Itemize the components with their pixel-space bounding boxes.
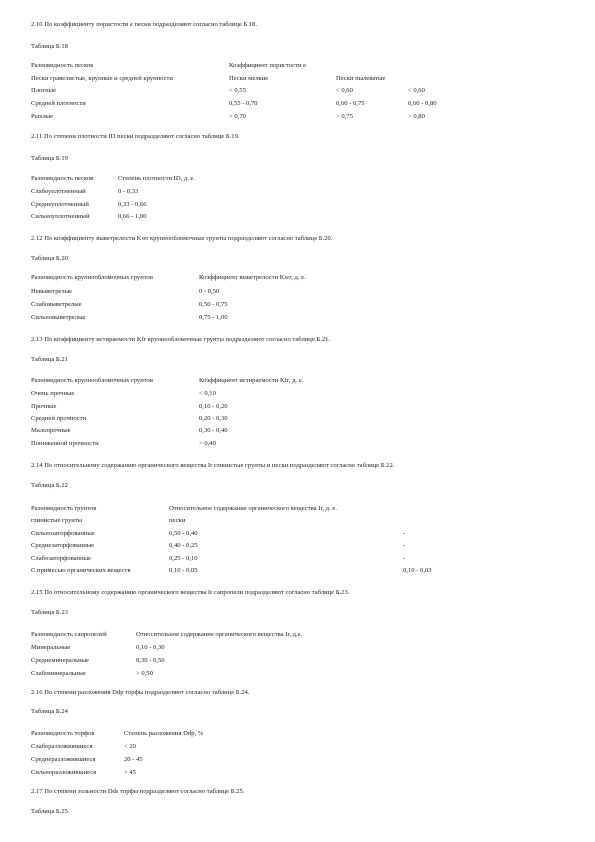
table-cell: Слабовыветрелые [31, 301, 82, 308]
table-cell: Слабоминеральные [31, 670, 86, 677]
table-cell: Среднезаторфованные [31, 542, 95, 549]
table-cell: - [403, 542, 406, 549]
table-caption-b25: Таблица Б.25 [31, 808, 68, 815]
table-header: Разновидность песков [31, 62, 94, 69]
table-header: Пески пылеватые [336, 75, 386, 82]
table-cell: Среднеминеральные [31, 657, 89, 664]
table-header: Коэффициент истираемости Kfr, д. е. [199, 377, 304, 384]
paragraph-2-12: 2.12 По коэффициенту выветрелости Kwr крупнообломочные грунты подразделяют согласно таблице Б.20. [31, 235, 333, 242]
table-cell: 0 - 0,50 [199, 288, 220, 295]
table-cell: Плотные [31, 87, 57, 94]
table-header: Разновидность грунтов [31, 505, 97, 512]
table-cell: 0,10 - 0,03 [403, 567, 432, 574]
table-cell: Слаборазложившиеся [31, 743, 93, 750]
table-cell: С примесью органических веществ [31, 567, 131, 574]
table-cell: Сильноуплотненный [31, 213, 90, 220]
table-cell: Малопрочные [31, 427, 71, 434]
table-cell: 0,60 - 0,75 [336, 100, 365, 107]
table-cell: > 45 [124, 769, 136, 776]
table-cell: 0,10 - 0,05 [169, 567, 198, 574]
table-cell: > 0,75 [336, 113, 353, 120]
paragraph-2-17: 2.17 По степени зольности Dds торфы подразделяют согласно таблице Б.25. [31, 788, 245, 795]
table-header: Коэффициент выветрелости Kwr, д. е. [199, 274, 306, 281]
table-cell: Рыхлые [31, 113, 54, 120]
table-cell: > 0,80 [408, 113, 425, 120]
paragraph-2-16: 2.16 По степени разложения Ddp торфы подразделяют согласно таблице Б.24. [31, 689, 250, 696]
table-cell: 0,30 - 0,50 [136, 657, 165, 664]
table-cell: Среднеуплотненный [31, 201, 89, 208]
table-header: Разновидность крупнообломочных грунтов [31, 274, 153, 281]
paragraph-2-15: 2.15 По относительному содержанию органического вещества Ir сапропели подразделяют согласно таблице Б.23. [31, 589, 350, 596]
table-cell: < 0,10 [199, 390, 216, 397]
table-cell: 0,66 - 1,00 [118, 213, 147, 220]
paragraph-2-14: 2.14 По относительному содержанию органического вещества Ir глинистые грунты и пески подразделяют согласно таблице Б.22. [31, 462, 395, 469]
table-caption-b21: Таблица Б.21 [31, 356, 68, 363]
table-cell: Сильнозаторфованные [31, 530, 95, 537]
table-header: Пески гравелистые, крупные и средней крупности [31, 75, 173, 82]
table-header: Разновидность песков [31, 175, 94, 182]
table-header: Пески мелкие [229, 75, 269, 82]
table-header: пески [169, 517, 186, 524]
table-cell: 0,25 - 0,10 [169, 555, 198, 562]
table-cell: 0 - 0,33 [118, 188, 139, 195]
table-cell: 0,10 - 0,20 [199, 403, 228, 410]
table-cell: Очень прочные [31, 390, 75, 397]
table-cell: - [403, 530, 406, 537]
table-header: Разновидность торфов [31, 730, 95, 737]
table-header: глинистые грунты [31, 517, 83, 524]
table-caption-b22: Таблица Б.22 [31, 482, 68, 489]
table-header: Относительное содержание органического вещества Ir, д. е. [169, 505, 337, 512]
table-cell: Среднеразложившиеся [31, 756, 96, 763]
table-cell: < 20 [124, 743, 136, 750]
table-cell: - [403, 555, 406, 562]
table-cell: Средней плотности [31, 100, 86, 107]
table-caption-b23: Таблица Б.23 [31, 609, 68, 616]
table-cell: < 0,60 [408, 87, 425, 94]
table-cell: Средней прочности [31, 415, 87, 422]
table-cell: 0,75 - 1,00 [199, 314, 228, 321]
table-cell: 0,10 - 0,30 [136, 644, 165, 651]
table-cell: 0,20 - 0,30 [199, 415, 228, 422]
table-cell: 0,50 - 0,40 [169, 530, 198, 537]
table-cell: > 0,40 [199, 440, 216, 447]
table-cell: 0,60 - 0,80 [408, 100, 437, 107]
table-caption-b19: Таблица Б.19 [31, 155, 68, 162]
table-cell: < 0,55 [229, 87, 246, 94]
table-header: Коэффициент пористости e [229, 62, 307, 69]
table-cell: 0,55 - 0,70 [229, 100, 258, 107]
table-cell: > 0,70 [229, 113, 246, 120]
paragraph-2-10: 2.10 По коэффициенту пористости e пески подразделяют согласно таблице Б.18. [31, 21, 258, 28]
table-cell: Невыветрелые [31, 288, 73, 295]
table-caption-b18: Таблица Б.18 [31, 43, 68, 50]
table-header: Степень разложения Ddp, % [124, 730, 204, 737]
table-cell: Сильноразложившиеся [31, 769, 97, 776]
table-header: Относительное содержание органического вещества Ir, д.е. [136, 631, 303, 638]
table-cell: Минеральные [31, 644, 71, 651]
table-cell: 0,40 - 0,25 [169, 542, 198, 549]
table-cell: Слабозаторфованные [31, 555, 91, 562]
table-caption-b20: Таблица Б.20 [31, 255, 68, 262]
table-cell: Сильновыветрелые [31, 314, 86, 321]
table-caption-b24: Таблица Б.24 [31, 708, 68, 715]
table-cell: 0,50 - 0,75 [199, 301, 228, 308]
table-cell: Пониженной прочности [31, 440, 99, 447]
table-cell: 0,33 - 0,66 [118, 201, 147, 208]
table-cell: Прочные [31, 403, 57, 410]
table-cell: 20 - 45 [124, 756, 143, 763]
table-header: Разновидность крупнообломочных грунтов [31, 377, 153, 384]
table-header: Разновидность сапропелей [31, 631, 107, 638]
table-cell: Слабоуплотненный [31, 188, 86, 195]
paragraph-2-13: 2.13 По коэффициенту истираемости Kfr крупнообломочные грунты подразделяют согласно таблице Б.21. [31, 336, 331, 343]
table-header: Степень плотности ID, д. е. [118, 175, 196, 182]
table-cell: < 0,60 [336, 87, 353, 94]
table-cell: 0,30 - 0,40 [199, 427, 228, 434]
table-cell: > 0,50 [136, 670, 153, 677]
paragraph-2-11: 2.11 По степени плотности ID пески подразделяют согласно таблице Б.19. [31, 133, 240, 140]
